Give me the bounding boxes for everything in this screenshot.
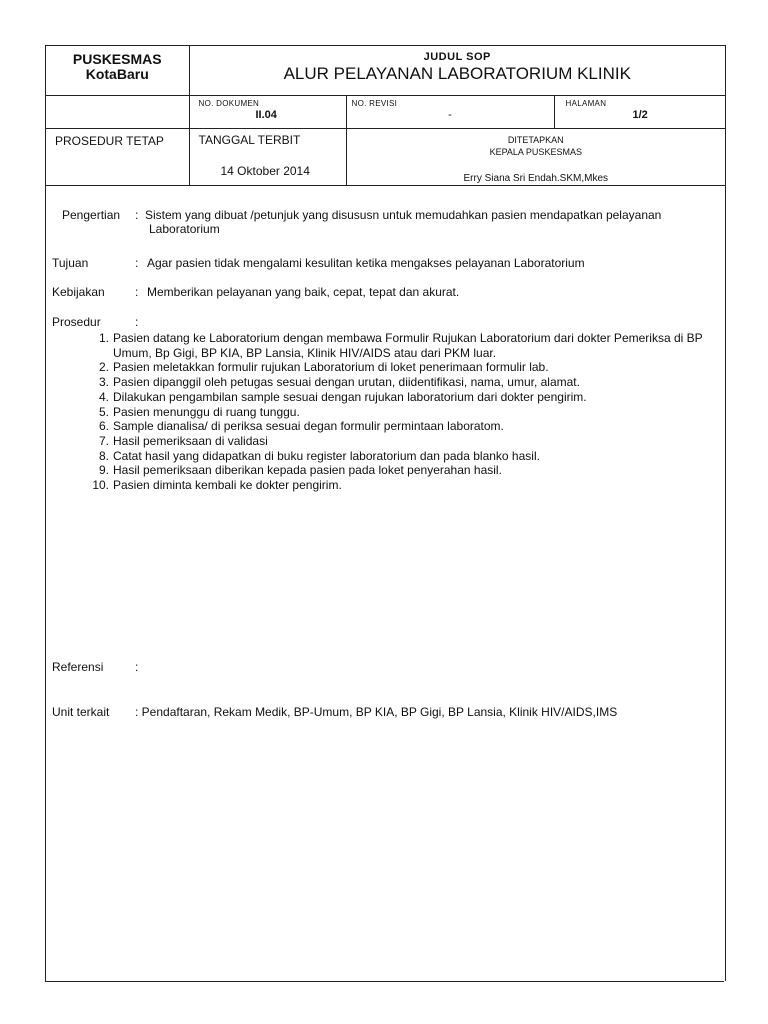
step-text: Pasien menunggu di ruang tunggu. bbox=[113, 404, 300, 419]
step-text: Dilakukan pengambilan sample sesuai dengan rujukan laboratorium dari dokter pengirim. bbox=[113, 389, 587, 404]
halaman-label: HALAMAN bbox=[565, 98, 607, 108]
list-item bbox=[98, 419, 713, 434]
step-text: Pasien diminta kembali ke dokter pengirim. bbox=[113, 478, 342, 493]
list-item bbox=[98, 360, 713, 375]
referensi-label: Referensi bbox=[52, 660, 104, 674]
ditetapkan-cell bbox=[346, 128, 725, 185]
prosedur-label: Prosedur bbox=[52, 315, 101, 329]
step-text: Hasil pemeriksaan diberikan kepada pasien pada loket penyerahan hasil. bbox=[113, 463, 502, 478]
step-number: 8. bbox=[98, 448, 109, 463]
tanggal-terbit-cell bbox=[189, 128, 346, 185]
no-revisi-cell bbox=[346, 95, 554, 128]
unit-terkait-text: : Pendaftaran, Rekam Medik, BP-Umum, BP KIA, BP Gigi, BP Lansia, Klinik HIV/AIDS,IMS bbox=[135, 705, 618, 719]
kebijakan-text: Memberikan pelayanan yang baik, cepat, tepat dan akurat. bbox=[147, 285, 460, 299]
list-item bbox=[98, 375, 713, 390]
org-city: KotaBaru bbox=[85, 66, 149, 82]
no-dokumen-label: NO. DOKUMEN bbox=[198, 98, 260, 108]
step-text: Sample dianalisa/ di periksa sesuai degan formulir permintaan laboratom. bbox=[113, 419, 504, 434]
tujuan-label: Tujuan bbox=[52, 256, 89, 270]
step-text: Catat hasil yang didapatkan di buku register laboratorium dan pada blanko hasil. bbox=[113, 448, 540, 463]
pengertian-colon: : bbox=[135, 208, 139, 222]
kepala-puskesmas-label: KEPALA PUSKESMAS bbox=[489, 146, 582, 157]
tanggal-terbit-label: TANGGAL TERBIT bbox=[198, 132, 301, 147]
list-item bbox=[98, 448, 713, 464]
step-number: 3. bbox=[98, 375, 109, 390]
judul-sop-label: JUDUL SOP bbox=[423, 51, 491, 63]
no-revisi-value: - bbox=[448, 108, 452, 121]
step-number: 7. bbox=[98, 433, 109, 448]
kebijakan-colon: : bbox=[135, 285, 139, 299]
halaman-cell bbox=[554, 95, 725, 128]
tujuan-colon: : bbox=[135, 256, 139, 270]
pengertian-text-line-1: Sistem yang dibuat /petunjuk yang disususn untuk memudahkan pasien mendapatkan pelayanan bbox=[145, 208, 662, 222]
step-number: 5. bbox=[98, 404, 109, 419]
step-number: 2. bbox=[98, 360, 109, 375]
step-number: 6. bbox=[98, 419, 109, 434]
step-text: Hasil pemeriksaan di validasi bbox=[113, 433, 268, 448]
bottom-border-line bbox=[45, 981, 724, 982]
step-text: Pasien datang ke Laboratorium dengan membawa Formulir Rujukan Laboratorium dari dokter Pemeriksa di BP Umum, Bp Gigi, BP KIA, BP Lansia, Klinik HIV/AIDS atau dari PKM luar. bbox=[113, 331, 703, 360]
sop-header-table bbox=[46, 46, 725, 186]
no-revisi-label: NO. REVISI bbox=[351, 98, 398, 108]
list-item bbox=[98, 389, 713, 405]
list-item bbox=[98, 404, 713, 420]
pengertian-text-line-2: Laboratorium bbox=[149, 222, 220, 236]
title-cell bbox=[189, 46, 725, 95]
document-title: ALUR PELAYANAN LABORATORIUM KLINIK bbox=[283, 64, 631, 83]
list-item bbox=[98, 331, 713, 360]
referensi-text: : bbox=[135, 660, 139, 674]
org-cell-continued bbox=[46, 95, 189, 128]
tujuan-text: Agar pasien tidak mengalami kesulitan ketika mengakses pelayanan Laboratorium bbox=[147, 256, 585, 270]
step-number: 1. bbox=[98, 331, 109, 345]
org-cell bbox=[46, 46, 189, 95]
pengertian-label: Pengertian bbox=[62, 208, 121, 222]
tanggal-terbit-value: 14 Oktober 2014 bbox=[220, 163, 310, 178]
kepala-name: Erry Siana Sri Endah.SKM,Mkes bbox=[463, 172, 609, 184]
no-dokumen-value: II.04 bbox=[255, 108, 277, 121]
prosedur-colon: : bbox=[135, 315, 139, 329]
unit-terkait-label: Unit terkait bbox=[52, 705, 110, 719]
ditetapkan-label: DITETAPKAN bbox=[507, 134, 564, 145]
halaman-value: 1/2 bbox=[632, 108, 648, 121]
kebijakan-label: Kebijakan bbox=[52, 285, 105, 299]
prosedur-steps-list bbox=[92, 331, 713, 493]
step-number: 9. bbox=[98, 463, 109, 478]
step-number: 10. bbox=[92, 478, 109, 493]
step-text: Pasien dipanggil oleh petugas sesuai dengan urutan, diidentifikasi, nama, umur, alamat. bbox=[113, 375, 580, 390]
list-item bbox=[98, 433, 713, 449]
prosedur-tetap-label: PROSEDUR TETAP bbox=[55, 133, 164, 148]
step-text: Pasien meletakkan formulir rujukan Laboratorium di loket penerimaan formulir lab. bbox=[113, 360, 549, 375]
list-item bbox=[98, 463, 713, 478]
list-item bbox=[92, 478, 713, 493]
sop-document bbox=[45, 45, 726, 981]
no-dokumen-cell bbox=[189, 95, 346, 128]
prosedur-tetap-cell bbox=[46, 128, 189, 185]
step-number: 4. bbox=[98, 389, 109, 404]
org-name: PUSKESMAS bbox=[72, 51, 162, 67]
